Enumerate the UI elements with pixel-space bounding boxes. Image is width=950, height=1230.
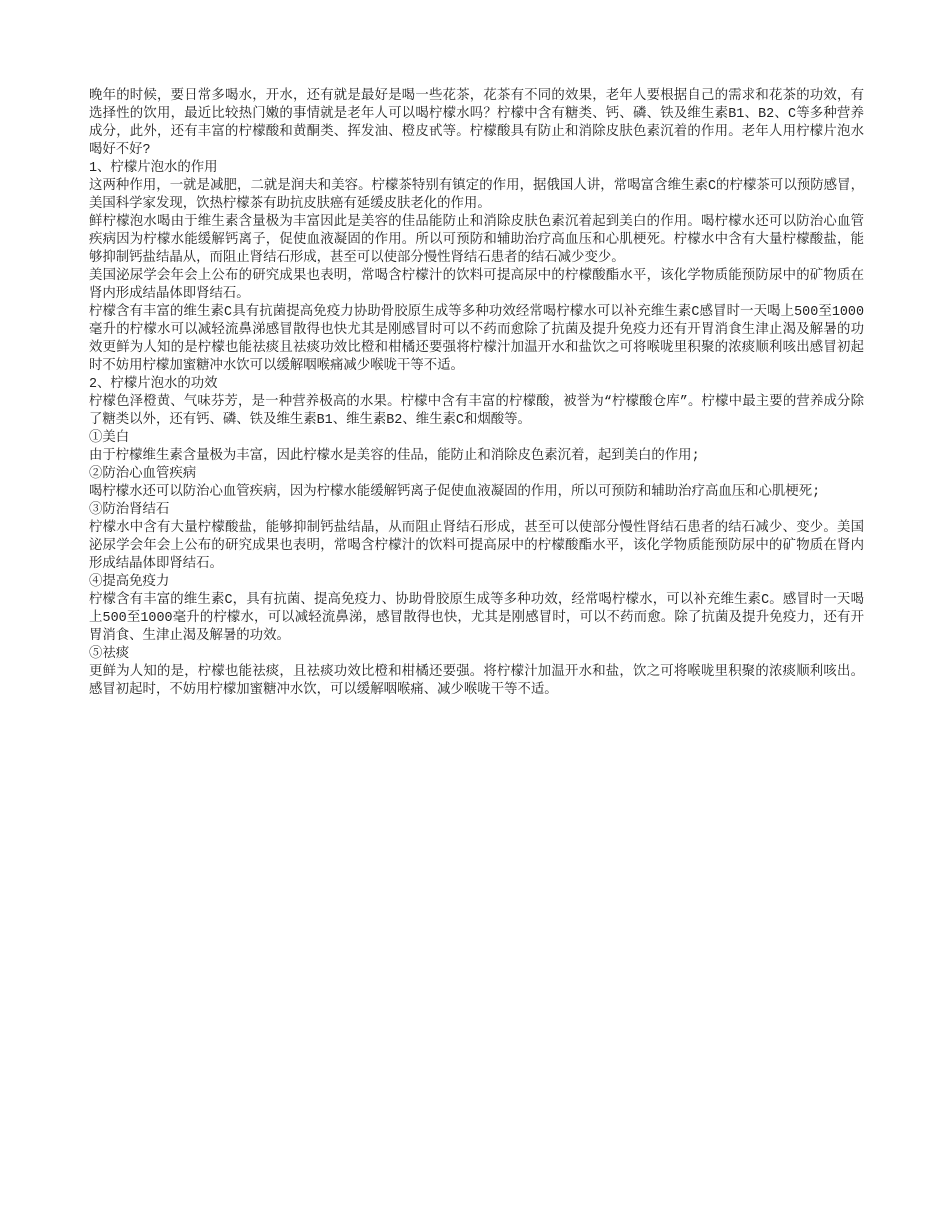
paragraph: 柠檬含有丰富的维生素C具有抗菌提高免疫力协助骨胶原生成等多种功效经常喝柠檬水可以补充维生素C感冒时一天喝上500至1000毫升的柠檬水可以减轻流鼻涕感冒散得也快尤其是刚感冒时可以不药而愈除了抗菌及提升免疫力还有开胃消食生津止渴及解暑的功效更鲜为人知的是柠檬也能祛痰且祛痰功效比橙和柑橘还要强将柠檬汁加温开水和盐饮之可将喉咙里积聚的浓痰顺利咳出感冒初起时不妨用柠檬加蜜糖冲水饮可以缓解咽喉痛减少喉咙干等不适。 [89,305,864,374]
subheading-expectorant: ⑤祛痰 [89,647,130,662]
paragraph-intro: 晚年的时候，要日常多喝水，开水，还有就是最好是喝一些花茶，花茶有不同的效果，老年人要根据自己的需求和花茶的功效，有选择性的饮用，最近比较热门嫩的事情就是老年人可以喝柠檬水吗？柠檬中含有糖类、钙、磷、铁及维生素B1、B2、C等多种营养成分，此外，还有丰富的柠檬酸和黄酮类、挥发油、橙皮甙等。柠檬酸具有防止和消除皮肤色素沉着的作用。老年人用柠檬片泡水喝好不好? [89,89,864,158]
paragraph: 喝柠檬水还可以防治心血管疾病，因为柠檬水能缓解钙离子促使血液凝固的作用，所以可预防和辅助治疗高血压和心肌梗死; [89,485,821,500]
subheading-immunity: ④提高免疫力 [89,575,170,590]
paragraph: 柠檬色泽橙黄、气味芬芳，是一种营养极高的水果。柠檬中含有丰富的柠檬酸，被誉为“柠檬酸仓库”。柠檬中最主要的营养成分除了糖类以外，还有钙、磷、铁及维生素B1、维生素B2、维生素C和烟酸等。 [89,395,864,428]
paragraph: 更鲜为人知的是，柠檬也能祛痰，且祛痰功效比橙和柑橘还要强。将柠檬汁加温开水和盐，饮之可将喉咙里积聚的浓痰顺利咳出。感冒初起时，不妨用柠檬加蜜糖冲水饮，可以缓解咽喉痛、减少喉咙干等不适。 [89,665,864,698]
section-heading-1: 1、柠檬片泡水的作用 [89,161,218,176]
paragraph: 鲜柠檬泡水喝由于维生素含量极为丰富因此是美容的佳品能防止和消除皮肤色素沉着起到美白的作用。喝柠檬水还可以防治心血管疾病因为柠檬水能缓解钙离子，促使血液凝固的作用。所以可预防和辅助治疗高血压和心肌梗死。柠檬水中含有大量柠檬酸盐，能够抑制钙盐结晶从，而阻止肾结石形成，甚至可以使部分慢性肾结石患者的结石减少变少。 [89,215,864,266]
paragraph: 柠檬含有丰富的维生素C，具有抗菌、提高免疫力、协助骨胶原生成等多种功效，经常喝柠檬水，可以补充维生素C。感冒时一天喝上500至1000毫升的柠檬水，可以减轻流鼻涕，感冒散得也快，尤其是刚感冒时，可以不药而愈。除了抗菌及提升免疫力，还有开胃消食、生津止渴及解暑的功效。 [89,593,864,644]
paragraph: 美国泌尿学会年会上公布的研究成果也表明，常喝含柠檬汁的饮料可提高尿中的柠檬酸酯水平，该化学物质能预防尿中的矿物质在肾内形成结晶体即肾结石。 [89,269,864,302]
paragraph: 这两种作用，一就是减肥，二就是润夫和美容。柠檬茶特别有镇定的作用，据俄国人讲，常喝富含维生素C的柠檬茶可以预防感冒，美国科学家发现，饮热柠檬茶有助抗皮肤癌有延缓皮肤老化的作用。 [89,179,864,212]
paragraph: 柠檬水中含有大量柠檬酸盐，能够抑制钙盐结晶，从而阻止肾结石形成，甚至可以使部分慢性肾结石患者的结石减少、变少。美国泌尿学会年会上公布的研究成果也表明，常喝含柠檬汁的饮料可提高尿中的柠檬酸酯水平，该化学物质能预防尿中的矿物质在肾内形成结晶体即肾结石。 [89,521,864,572]
paragraph: 由于柠檬维生素含量极为丰富，因此柠檬水是美容的佳品，能防止和消除皮色素沉着，起到美白的作用; [89,449,700,464]
subheading-kidney-stones: ③防治肾结石 [89,503,170,518]
section-heading-2: 2、柠檬片泡水的功效 [89,377,218,392]
subheading-cardiovascular: ②防治心血管疾病 [89,467,197,482]
subheading-whitening: ①美白 [89,431,130,446]
article-body [89,88,864,700]
